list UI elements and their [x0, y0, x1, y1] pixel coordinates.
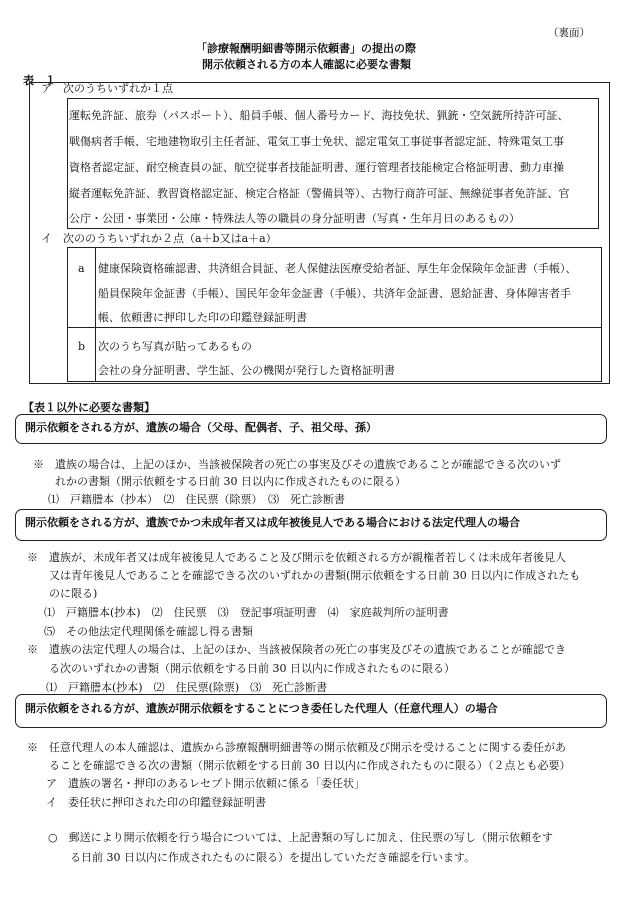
- section-b-row-divider: [67, 327, 602, 328]
- title-line-1: 「診療報酬明細書等開示依頼書」の提出の際: [196, 42, 416, 55]
- case2-doc-list-1b: ⑸ その他法定代理関係を確認し得る書類: [44, 625, 253, 638]
- case2-doc-list-1: ⑴ 戸籍謄本(抄本) ⑵ 住民票 ⑶ 登記事項証明書 ⑷ 家庭裁判所の証明書: [44, 606, 449, 619]
- case1-doc-list: ⑴ 戸籍謄本（抄本） ⑵ 住民票（除票） ⑶ 死亡診断書: [48, 493, 345, 506]
- case2-note1-line: 又は青年後見人であることを確認できる次のいずれかの書類(開示依頼をする日前 30 日以内に作成されたも: [27, 569, 581, 582]
- case3-item-b: イ 委任状に押印された印の印鑑登録証明書: [46, 796, 266, 809]
- section-a-line: 縦者運転免許証、教習資格認定証、検定合格証（警備員等）、古物行商許可証、無線従事者免許証、官: [69, 187, 570, 200]
- case3-title: 開示依頼をされる方が、遺族が開示依頼をすることにつき委任した代理人（任意代理人）の場合: [25, 702, 498, 715]
- case2-doc-list-2: ⑴ 戸籍謄本(抄本) ⑵ 住民票(除票) ⑶ 死亡診断書: [46, 681, 328, 694]
- case2-note1-line: のに限る): [27, 587, 98, 600]
- page-side-label: （裏面）: [548, 27, 590, 39]
- case2-note1-line: ※ 遺族が、未成年者又は成年被後見人であること及び開示を依頼される方が親権者若しくは未成年者後見人: [27, 551, 566, 564]
- other-docs-heading: 【表１以外に必要な書類】: [23, 401, 155, 414]
- row-b-line: 次のうち写真が貼ってあるもの: [98, 340, 252, 353]
- table1-label: 表 １: [23, 74, 56, 87]
- row-a-line: 健康保険資格確認書、共済組合員証、老人保健法医療受給者証、厚生年金保険年金証書（手帳）、: [98, 262, 577, 275]
- title-line-2: 開示依頼される方の本人確認に必要な書類: [202, 58, 411, 71]
- mail-note-line: る日前 30 日以内に作成されたものに限る）を提出していただき確認を行います。: [48, 851, 476, 864]
- case3-item-a: ア 遺族の署名・押印のあるレセプト開示依頼に係る「委任状」: [46, 777, 365, 790]
- row-a-line: 船員保険年金証書（手帳）、国民年金年金証書（手帳）、共済年金証書、恩給証書、身体障害者手: [98, 287, 571, 300]
- section-a-line: 公庁・公団・事業団・公庫・特殊法人等の職員の身分証明書（写真・生年月日のあるもの）: [69, 212, 520, 225]
- section-a-line: 資格者認定証、耐空検査員の証、航空従事者技能証明書、運行管理者技能検定合格証明書、動力車操: [69, 161, 564, 174]
- section-b-heading: イ 次ののうちいずれか２点（a＋b又はa＋a）: [41, 232, 277, 245]
- case2-title: 開示依頼をされる方が、遺族でかつ未成年者又は成年被後見人である場合における法定代理人の場合: [25, 516, 520, 529]
- mail-note-line: ○ 郵送により開示依頼を行う場合については、上記書類の写しに加え、住民票の写し（開示依頼をす: [48, 831, 554, 844]
- section-a-line: 戦傷病者手帳、宅地建物取引主任者証、電気工事士免状、認定電気工事従事者認定証、特殊電気工事: [69, 135, 564, 148]
- case3-note-line: ※ 任意代理人の本人確認は、遺族から診療報酬明細書等の開示依頼及び開示を受けることに関する委任があ: [27, 741, 566, 754]
- case1-note-line: れかの書類（開示依頼をする日前 30 日以内に作成されたものに限る）: [33, 475, 406, 488]
- case1-note-line: ※ 遺族の場合は、上記のほか、当該被保険者の死亡の事実及びその遺族であることが確認できる次のいず: [33, 458, 561, 471]
- row-a-key: a: [78, 262, 85, 275]
- case1-title: 開示依頼をされる方が、遺族の場合（父母、配偶者、子、祖父母、孫）: [25, 421, 377, 434]
- row-b-key: b: [78, 340, 86, 353]
- section-a-line: 運転免許証、旅券（パスポート）、船員手帳、個人番号カード、海技免状、猟銃・空気銃所持許可証、: [69, 109, 569, 122]
- case2-note2-line: る次のいずれかの書類（開示依頼をする日前 30 日以内に作成されたものに限る）: [27, 662, 455, 675]
- case2-note2-line: ※ 遺族の法定代理人の場合は、上記のほか、当該被保険者の死亡の事実及びその遺族であることが確認でき: [27, 643, 566, 656]
- section-b-column-divider: [95, 247, 96, 382]
- section-a-heading: ア 次のうちいずれか１点: [41, 82, 173, 95]
- row-a-line: 帳、依頼書に押印した印の印鑑登録証明書: [98, 311, 307, 324]
- row-b-line: 会社の身分証明書、学生証、公の機関が発行した資格証明書: [98, 364, 395, 377]
- case3-note-line: ることを確認できる次の書類（開示依頼をする日前 30 日以内に作成されたものに限る）（２点とも必要）: [27, 759, 571, 772]
